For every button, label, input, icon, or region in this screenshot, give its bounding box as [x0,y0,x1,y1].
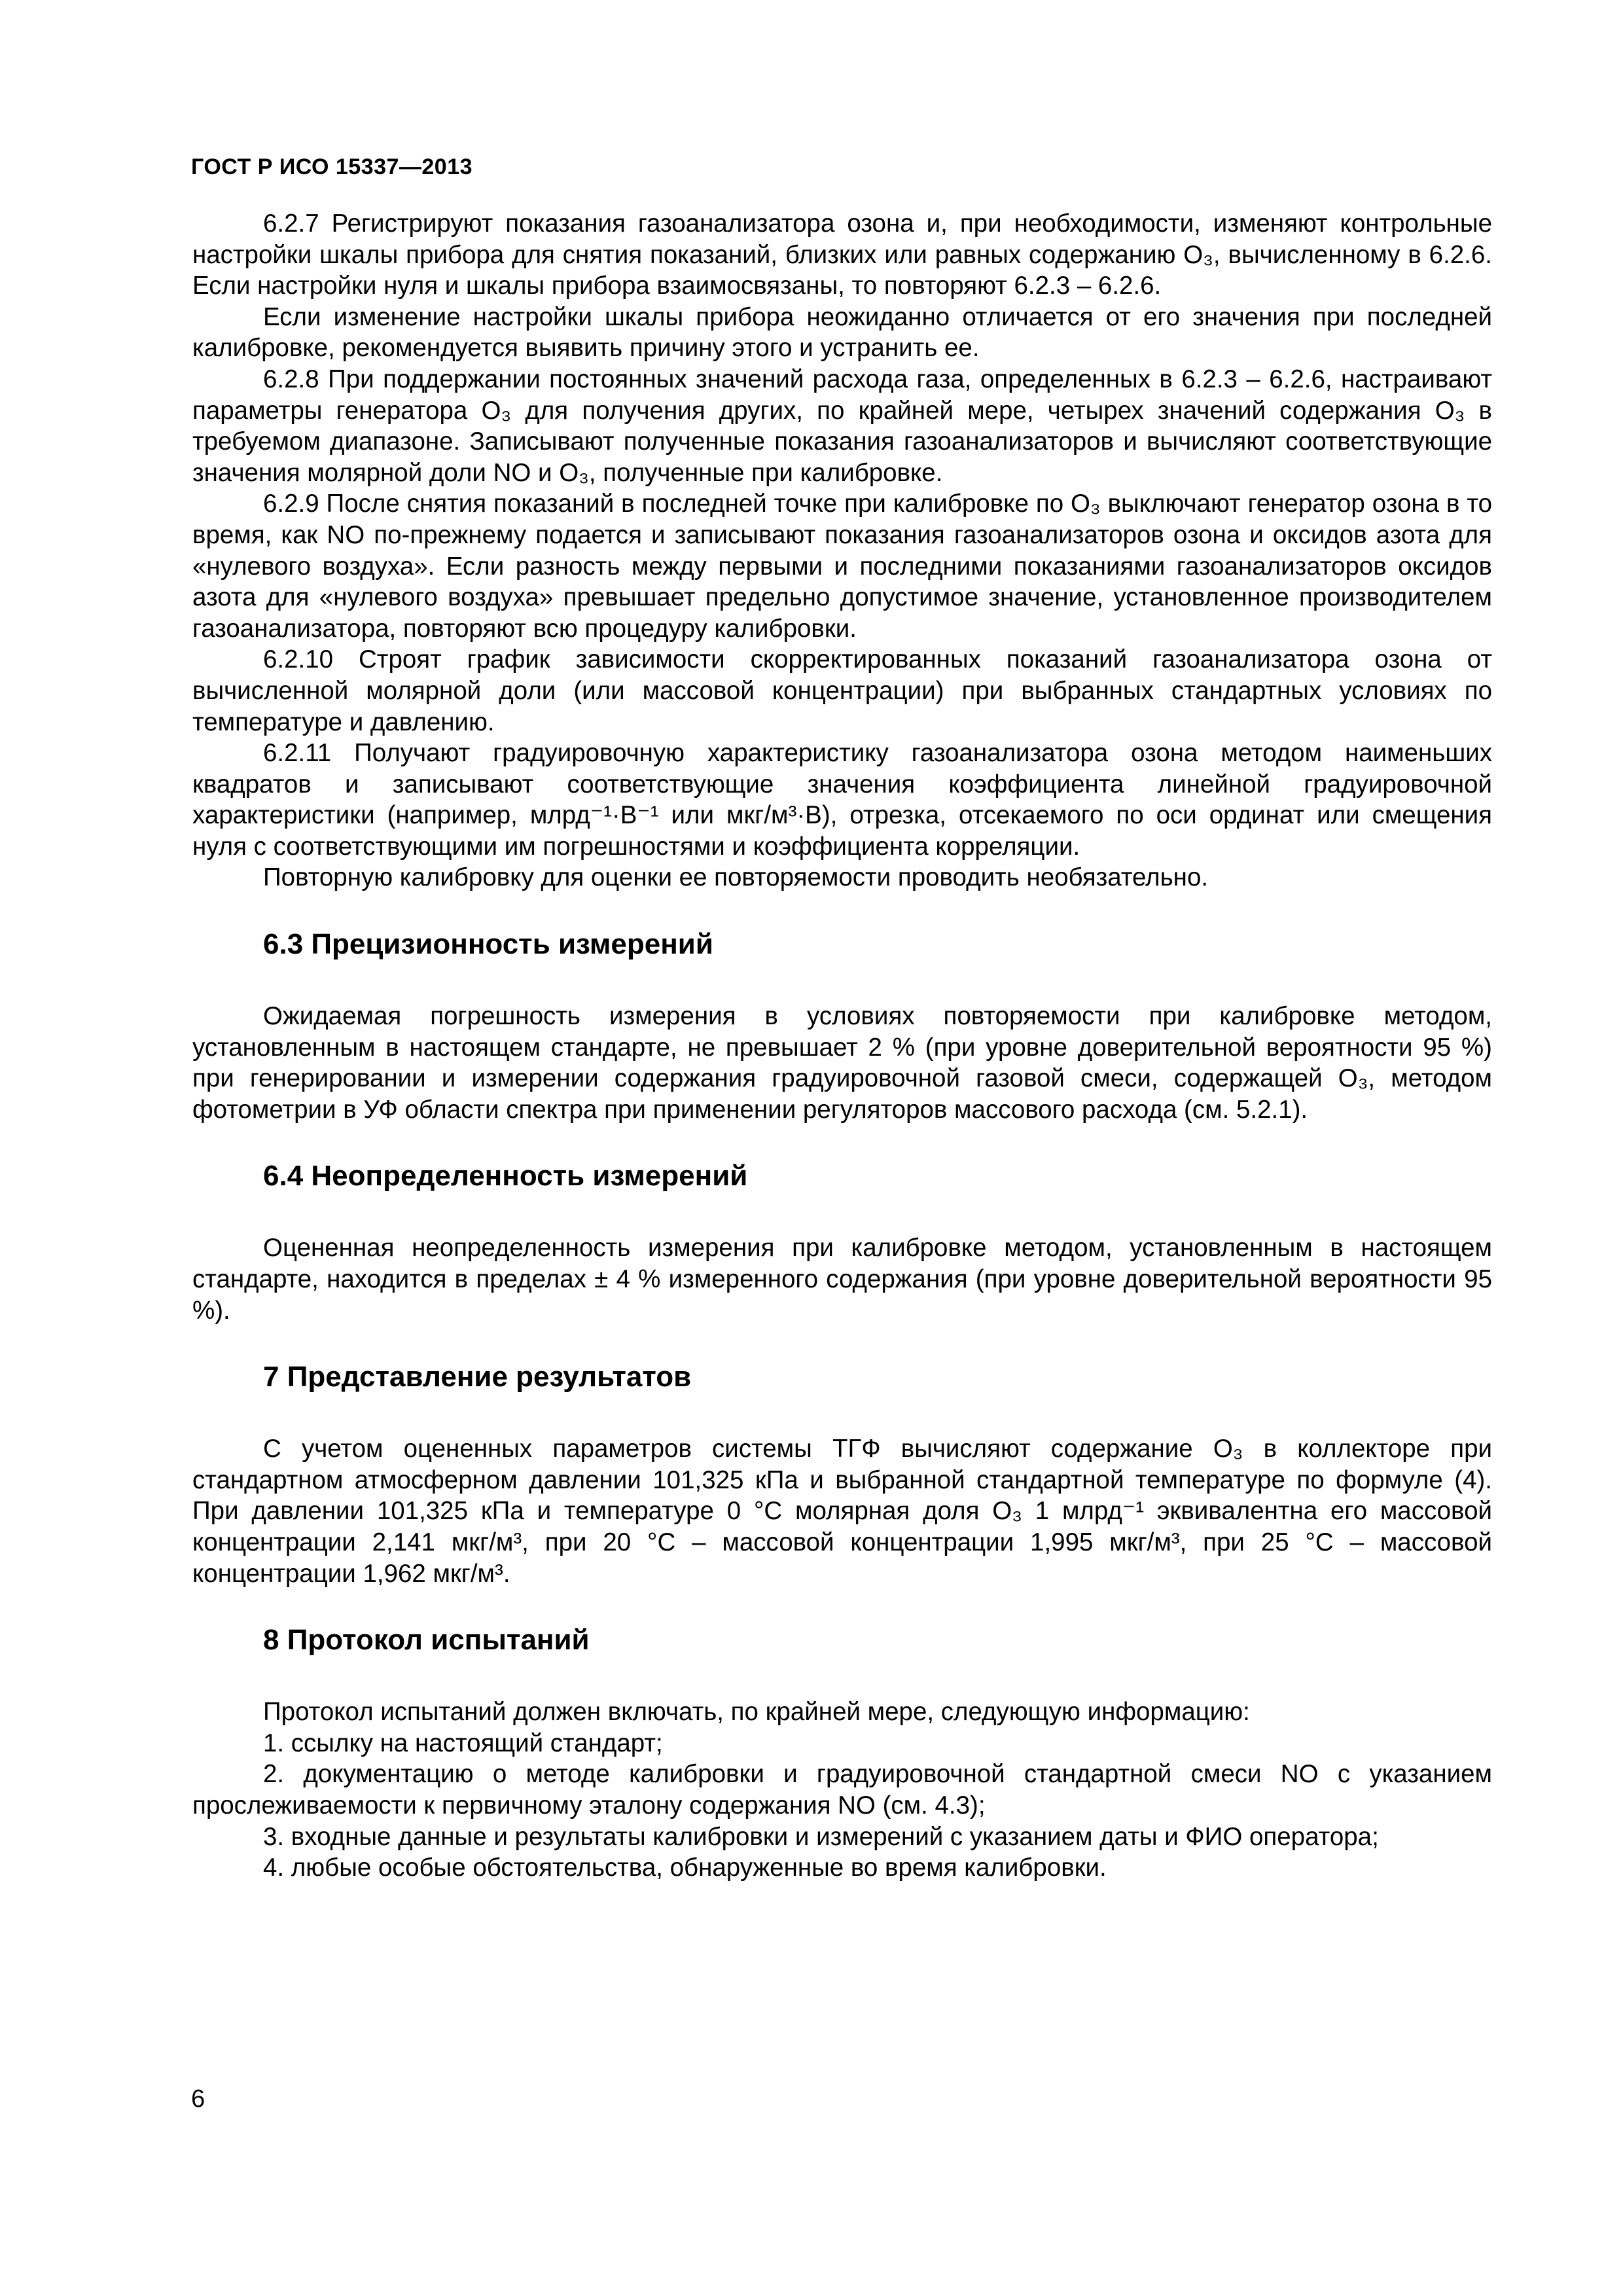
page-number: 6 [191,2085,205,2113]
paragraph-6-2-11: 6.2.11 Получают градуировочную характеристику газоанализатора озона методом наименьших квадратов и записывают соответствующие значения коэффициента линейной градуировочной характеристики (например, млрд⁻¹·В⁻¹ или мкг/м³·В), отрезка, отсекаемого по оси ординат или смещения нуля с соответствующими им погрешностями и коэффициента корреляции. [192,739,1492,861]
paragraph-repeat-calibration: Повторную калибровку для оценки ее повторяемости проводить необязательно. [263,863,1209,892]
paragraph-6-2-8: 6.2.8 При поддержании постоянных значений расхода газа, определенных в 6.2.3 – 6.2.6, настраивают параметры генератора O₃ для получения других, по крайней мере, четырех значений содержания O₃ в требуемом диапазоне. Записывают полученные показания газоанализаторов и вычисляют соответствующие значения молярной доли NO и O₃, полученные при калибровке. [192,365,1492,487]
section-title-7: 7 Представление результатов [263,1361,692,1393]
section-title-6-4: 6.4 Неопределенность измерений [263,1160,748,1193]
section-title-8: 8 Протокол испытаний [263,1624,590,1657]
list-item: 1. ссылку на настоящий стандарт; [263,1729,663,1757]
paragraph-6-2-10: 6.2.10 Строят график зависимости скорректированных показаний газоанализатора озона от вычисленной молярной доли (или массовой концентрации) при выбранных стандартных условиях по температуре и давлению. [192,645,1492,736]
list-item: 4. любые особые обстоятельства, обнаруженные во время калибровки. [263,1854,1107,1882]
paragraph-6-2-9: 6.2.9 После снятия показаний в последней точке при калибровке по O₃ выключают генератор озона в то время, как NO по-прежнему подается и записывают показания газоанализаторов озона и оксидов азота для «нулевого воздуха». Если разность между первыми и последними показаниями газоанализаторов оксидов азота для «нулевого воздуха» превышает предельно допустимое значение, установленное производителем газоанализатора, повторяют всю процедуру калибровки. [192,490,1492,643]
section-text-7: С учетом оцененных параметров системы ТГФ вычисляют содержание O₃ в коллекторе при стандартном атмосферном давлении 101,325 кПа и выбранной стандартной температуре по формуле (4). При давлении 101,325 кПа и температуре 0 °С молярная доля O₃ 1 млрд⁻¹ эквивалентна его массовой концентрации 2,141 мкг/м³, при 20 °С – массовой концентрации 1,995 мкг/м³, при 25 °С – массовой концентрации 1,962 мкг/м³. [192,1435,1492,1588]
document-code-header: ГОСТ Р ИСО 15337—2013 [191,154,473,179]
list-item: 3. входные данные и результаты калибровки и измерений с указанием даты и ФИО оператора; [263,1822,1379,1851]
section-text-6-4: Оцененная неопределенность измерения при калибровке методом, установленным в настоящем стандарте, находится в пределах ± 4 % измеренного содержания (при уровне доверительной вероятности 95 %). [192,1234,1492,1325]
list-item: 2. документацию о методе калибровки и градуировочной стандартной смеси NO с указанием прослеживаемости к первичному эталону содержания NO (см. 4.3); [192,1760,1492,1820]
paragraph-6-2-7: 6.2.7 Регистрируют показания газоанализатора озона и, при необходимости, изменяют контрольные настройки шкалы прибора для снятия показаний, близких или равных содержанию O₃, вычисленному в 6.2.6. Если настройки нуля и шкалы прибора взаимосвязаны, то повторяют 6.2.3 – 6.2.6. [192,209,1492,300]
section-intro-8: Протокол испытаний должен включать, по крайней мере, следующую информацию: [263,1698,1250,1727]
section-title-6-3: 6.3 Прецизионность измерений [263,928,713,961]
section-text-6-3: Ожидаемая погрешность измерения в условиях повторяемости при калибровке методом, установленным в настоящем стандарте, не превышает 2 % (при уровне доверительной вероятности 95 %) при генерировании и измерении содержания градуировочной газовой смеси, содержащей O₃, методом фотометрии в УФ области спектра при применении регуляторов массового расхода (см. 5.2.1). [192,1002,1492,1124]
paragraph-scale-note: Если изменение настройки шкалы прибора неожиданно отличается от его значения при последней калибровке, рекомендуется выявить причину этого и устранить ее. [192,302,1492,363]
page-content [192,208,1492,1884]
